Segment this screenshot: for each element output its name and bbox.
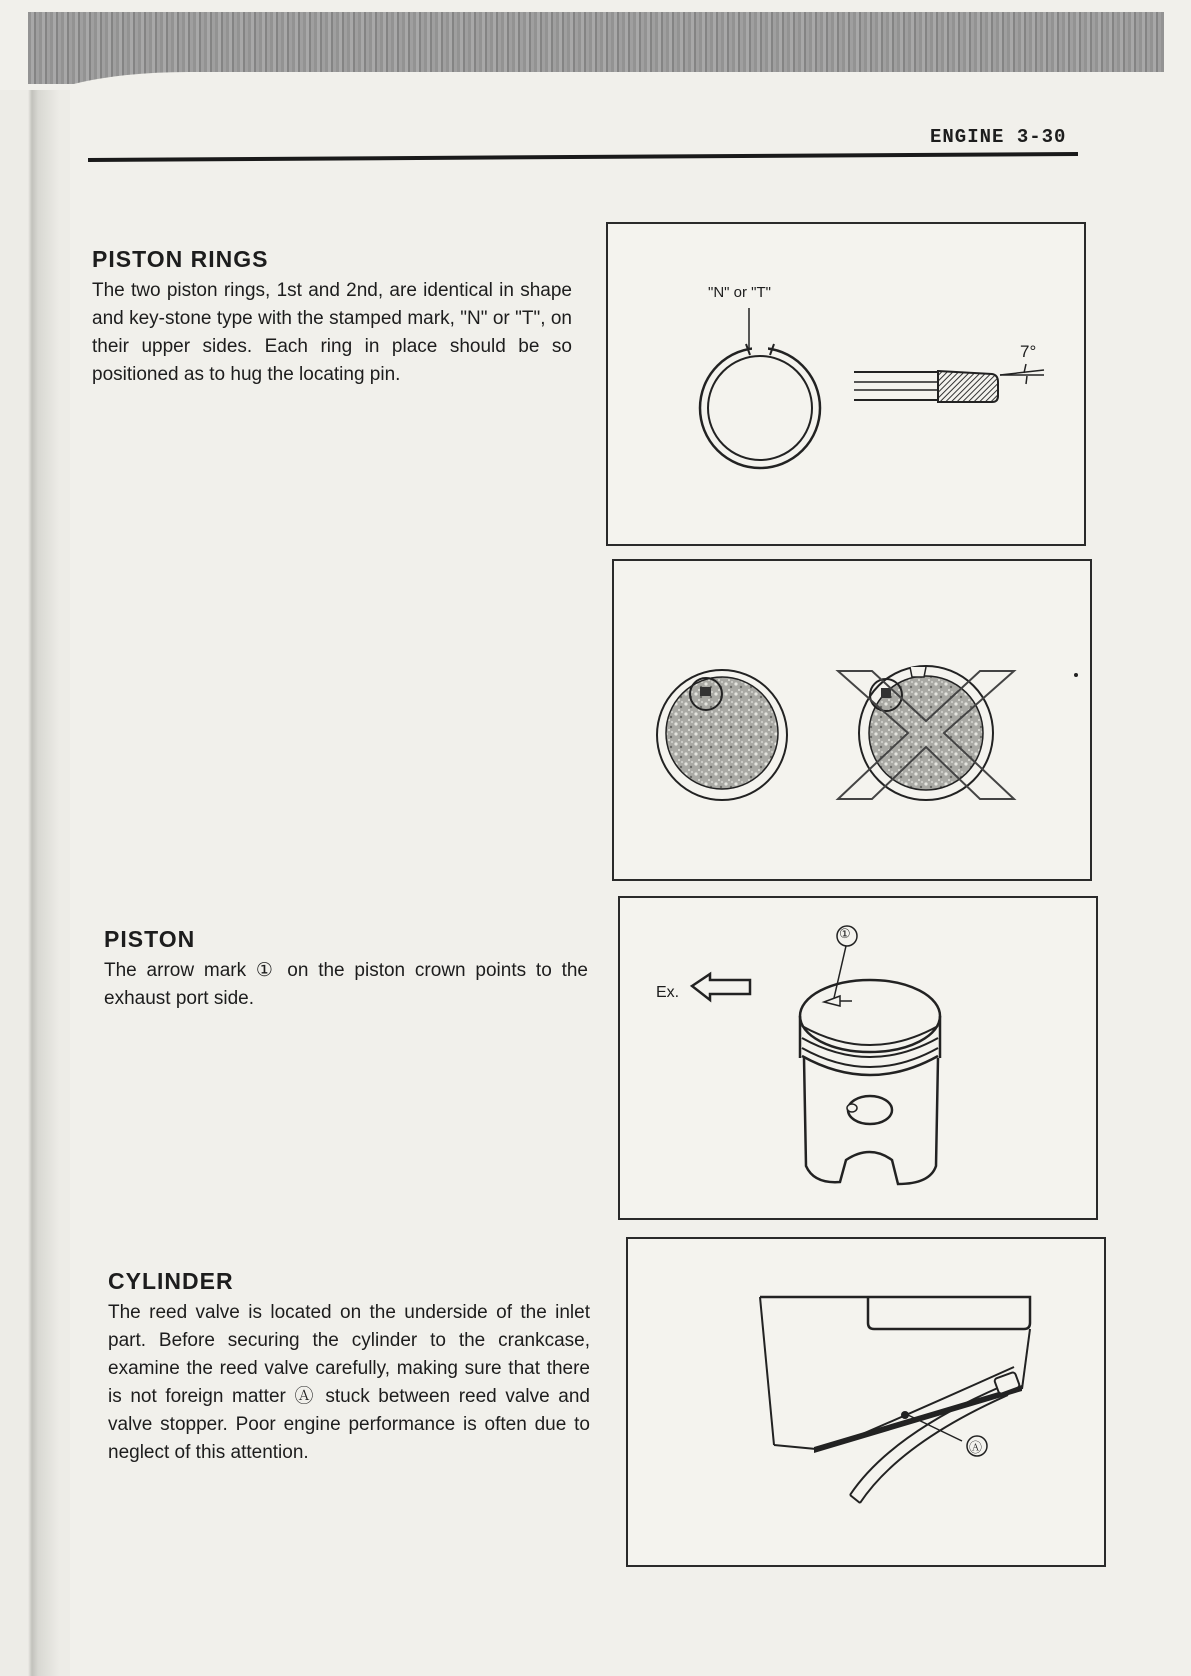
section-title: CYLINDER <box>108 1268 234 1294</box>
page-header-label: ENGINE 3-30 <box>930 126 1067 148</box>
ring-mark-drawing <box>608 224 1084 544</box>
exhaust-label: Ex. <box>656 984 680 1001</box>
figure-reed-valve <box>626 1237 1106 1567</box>
angle-label: 7° <box>1020 342 1037 361</box>
figure-piston-arrow <box>618 896 1098 1220</box>
figure-ring-position <box>612 559 1092 881</box>
scan-shadow-left <box>0 90 70 1676</box>
header-rule-accent <box>928 153 1076 156</box>
section-body: The arrow mark ① on the piston crown points to the exhaust port side. <box>104 960 588 1009</box>
page-curl <box>28 72 1164 122</box>
section-title: PISTON RINGS <box>92 246 269 272</box>
ring-position-drawing <box>614 561 1090 879</box>
reed-valve-drawing <box>628 1239 1104 1565</box>
section-piston-rings <box>92 246 572 389</box>
section-title: PISTON <box>104 926 196 952</box>
stamped-mark-label: "N" or "T" <box>708 284 771 301</box>
callout-1-label: ① <box>839 926 851 941</box>
piston-drawing <box>620 898 1096 1218</box>
section-cylinder <box>108 1268 590 1467</box>
section-body: The reed valve is located on the underside of the inlet part. Before securing the cylinder to the crankcase, examine the reed valve carefully, making sure that there is not foreign matter Ⓐ stuck between reed valve and valve stopper. Poor engine performance is often due to neglect of this attention. <box>108 1302 590 1463</box>
figure-ring-mark <box>606 222 1086 546</box>
callout-a-label: Ⓐ <box>969 1440 983 1455</box>
section-piston <box>104 926 588 1013</box>
section-body: The two piston rings, 1st and 2nd, are identical in shape and key-stone type with the stamped mark, "N" or "T", on their upper sides. Each ring in place should be so positioned as to hug the locating pin. <box>92 280 572 385</box>
